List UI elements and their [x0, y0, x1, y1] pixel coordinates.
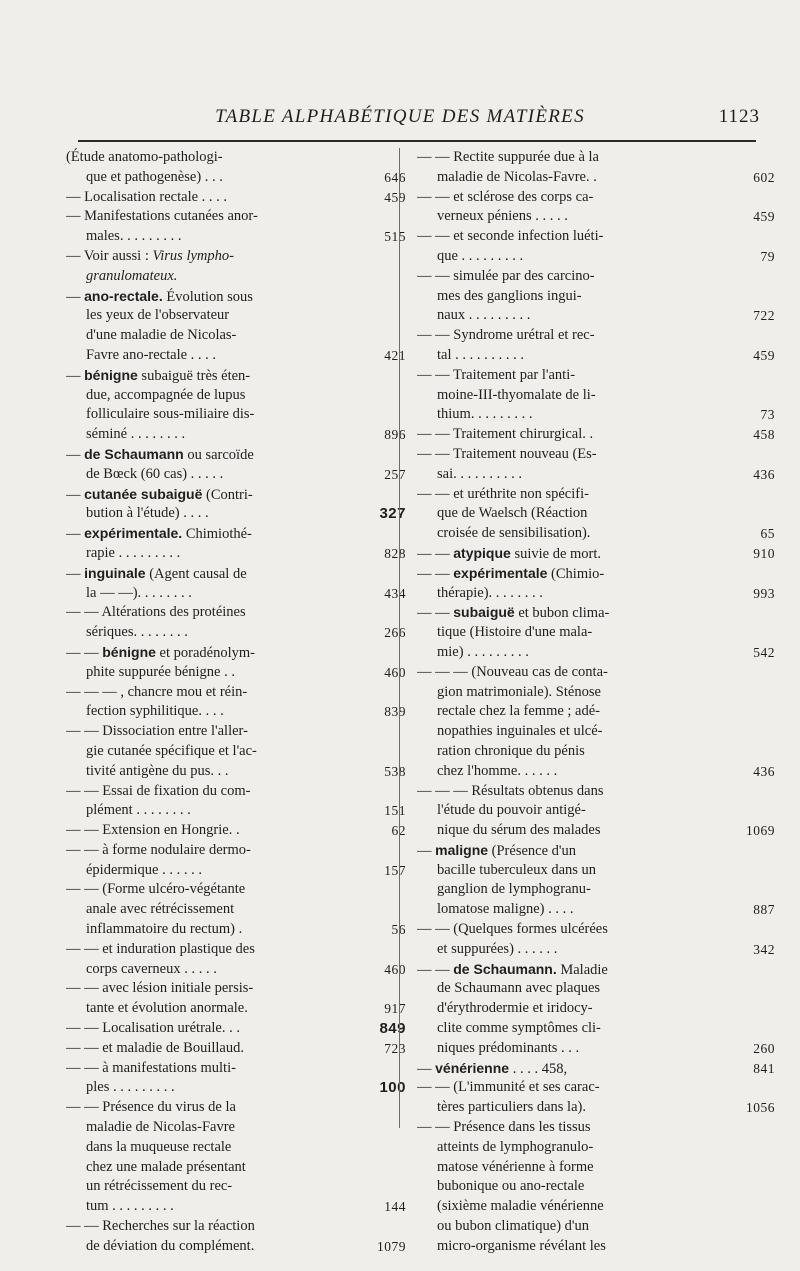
header-rule: [78, 140, 756, 142]
index-entry-line: chez une malade présentant: [86, 1158, 246, 1175]
page-reference: 100: [379, 1079, 406, 1097]
index-entry-line: de Bœck (60 cas) . . . . .: [86, 465, 224, 482]
index-entry: [66, 287, 406, 366]
index-entry-line: — cutanée subaiguë (Contri-: [66, 485, 253, 503]
page-reference: 1079: [377, 1238, 406, 1254]
index-entry-line: — — Présence du virus de la: [66, 1099, 236, 1116]
page-reference: 841: [753, 1060, 775, 1076]
index-entry: [66, 485, 406, 525]
index-entry-line: séminé . . . . . . . .: [86, 426, 186, 443]
index-entry: [417, 1078, 775, 1118]
index-entry-line: matose vénérienne à forme: [437, 1158, 594, 1175]
index-entry-line: phite suppurée bénigne . .: [86, 663, 235, 680]
index-entry-line: due, accompagnée de lupus: [86, 386, 246, 403]
index-entry-line: bution à l'étude) . . . .: [86, 505, 209, 522]
page-reference: 515: [384, 229, 406, 245]
index-entry: [417, 485, 775, 544]
index-entry-line: micro-organisme révélant les: [437, 1237, 606, 1254]
index-entry-line: rectale chez la femme ; adé-: [437, 703, 601, 720]
index-entry: [66, 782, 406, 822]
index-entry-line: la — —). . . . . . . .: [86, 584, 192, 601]
index-entry-line: — — et uréthrite non spécifi-: [417, 485, 589, 502]
index-entry-line: anale avec rétrécissement: [86, 901, 235, 918]
index-entry-line: (sixième maladie vénérienne: [437, 1198, 604, 1215]
index-entry-line: — — (Forme ulcéro-végétante: [66, 881, 246, 898]
index-entry: [417, 326, 775, 366]
page-reference: 327: [379, 505, 406, 523]
index-entry-line: gion matrimoniale). Sténose: [437, 683, 601, 700]
index-entry: [66, 821, 406, 841]
index-entry: [417, 188, 775, 228]
index-entry-line: Favre ano-rectale . . . .: [86, 346, 217, 363]
index-entry-line: — — — (Nouveau cas de conta-: [417, 663, 608, 680]
index-entry-line: — — atypique suivie de mort.: [417, 544, 602, 562]
index-entry: [417, 1059, 775, 1079]
index-entry-line: — — Altérations des protéines: [66, 604, 246, 621]
index-entry-line: — ano-rectale. Évolution sous: [66, 287, 253, 305]
index-entry-line: — — Essai de fixation du com-: [66, 782, 251, 799]
page-reference: 144: [384, 1199, 406, 1215]
index-entry-line: — — Localisation urétrale. . .: [66, 1020, 240, 1037]
page-reference: 896: [384, 427, 406, 443]
index-entry: [417, 603, 775, 662]
page-reference: 460: [384, 664, 406, 680]
index-entry-line: males. . . . . . . . .: [86, 228, 182, 245]
index-entry: [417, 841, 775, 920]
index-entry-line: tal . . . . . . . . . .: [437, 346, 524, 363]
index-entry: [66, 148, 406, 188]
index-entry-line: sériques. . . . . . . .: [86, 624, 188, 641]
page-reference: 436: [753, 466, 775, 482]
index-entry: [66, 1059, 406, 1099]
index-entry: [66, 603, 406, 643]
index-entry-line: — de Schaumann ou sarcoïde: [66, 445, 254, 463]
index-entry-line: de déviation du complément.: [86, 1237, 255, 1254]
index-entry-line: corps caverneux . . . . .: [86, 960, 217, 977]
index-entry-line: — — de Schaumann. Maladie: [417, 960, 608, 978]
page-reference: 839: [384, 704, 406, 720]
index-entry-line: les yeux de l'observateur: [86, 307, 230, 324]
index-entry: [417, 960, 775, 1059]
index-entry: [66, 207, 406, 247]
index-entry-line: — — Extension en Hongrie. .: [66, 822, 240, 839]
index-entry: [66, 1039, 406, 1059]
index-entry-line: — — Traitement chirurgical. .: [417, 426, 594, 443]
index-entry-line: — — bénigne et poradénolym-: [66, 643, 255, 661]
index-entry: [417, 920, 775, 960]
index-entry: [66, 880, 406, 939]
index-entry-line: — vénérienne . . . . 458,: [417, 1059, 568, 1077]
index-entry-line: ganglion de lymphogranu-: [437, 881, 591, 898]
page-reference: 79: [760, 248, 775, 264]
index-entry-line: que et pathogenèse) . . .: [86, 168, 223, 185]
index-entry-line: de Schaumann avec plaques: [437, 980, 601, 997]
index-entry-line: ples . . . . . . . . .: [86, 1079, 175, 1096]
index-entry-line: tères particuliers dans la).: [437, 1099, 586, 1116]
page-reference: 266: [384, 625, 406, 641]
index-entry: [417, 564, 775, 604]
page-reference: 56: [391, 922, 406, 938]
index-entry-line: lomatose maligne) . . . .: [437, 901, 574, 918]
index-entry-line: — expérimentale. Chimiothé-: [66, 525, 252, 543]
page-reference: 459: [753, 347, 775, 363]
page-reference: 887: [753, 902, 775, 918]
index-entry-line: thium. . . . . . . . .: [437, 406, 533, 423]
index-entry-line: — — — , chancre mou et réin-: [66, 683, 248, 700]
index-entry-line: verneux péniens . . . . .: [437, 208, 568, 225]
page-header: [0, 0, 800, 150]
page-title: TABLE ALPHABÉTIQUE DES MATIÈRES: [215, 106, 585, 127]
index-entry: [417, 445, 775, 485]
index-entry-line: mes des ganglions ingui-: [437, 287, 582, 304]
index-entry-line: maladie de Nicolas-Favre. .: [437, 168, 597, 185]
index-entry-line: — — à manifestations multi-: [66, 1059, 236, 1076]
index-entry-line: — — Traitement par l'anti-: [417, 366, 576, 383]
page-reference: 151: [384, 803, 406, 819]
index-entry-line: bubonique ou ano-rectale: [437, 1178, 585, 1195]
page-reference: 993: [753, 585, 775, 601]
page-number: 1123: [718, 106, 760, 127]
index-entry-line: — — — Résultats obtenus dans: [417, 782, 604, 799]
index-column-right: [417, 148, 775, 1257]
index-entry-line: (Étude anatomo-pathologi-: [66, 149, 223, 165]
index-entry: [417, 148, 775, 188]
index-entry-line: fection syphilitique. . . .: [86, 703, 224, 720]
page-reference: 723: [384, 1040, 406, 1056]
index-entry: [417, 267, 775, 326]
index-entry-line: — Voir aussi : Virus lympho-: [66, 247, 234, 264]
page-reference: 436: [753, 763, 775, 779]
page-reference: 917: [384, 1001, 406, 1017]
index-entry-line: ration chronique du pénis: [437, 742, 585, 759]
index-entry-line: inflammatoire du rectum) .: [86, 921, 243, 938]
index-entry-line: sai. . . . . . . . . .: [437, 465, 522, 482]
page-reference: 910: [753, 545, 775, 561]
index-entry-line: — — avec lésion initiale persis-: [66, 980, 254, 997]
page-reference: 421: [384, 347, 406, 363]
index-entry-line: — — Syndrome urétral et rec-: [417, 327, 595, 344]
index-entry-line: mie) . . . . . . . . .: [437, 643, 529, 660]
index-entry: [417, 1118, 757, 1257]
page-reference: 257: [384, 466, 406, 482]
index-entry-line: — — expérimentale (Chimio-: [417, 564, 605, 582]
index-entry-line: plément . . . . . . . .: [86, 802, 191, 819]
page-reference: 62: [391, 823, 406, 839]
index-entry-line: — — subaiguë et bubon clima-: [417, 604, 610, 622]
index-entry-line: et suppurées) . . . . . .: [437, 940, 558, 957]
index-entry-line: — — simulée par des carcino-: [417, 267, 595, 284]
index-entry: [66, 1217, 406, 1257]
index-entry-line: niques prédominants . . .: [437, 1039, 580, 1056]
page-reference: 1056: [746, 1100, 775, 1116]
index-entry-line: gie cutanée spécifique et l'ac-: [86, 742, 257, 759]
index-entry-line: naux . . . . . . . . .: [437, 307, 531, 324]
index-entry-line: tivité antigène du pus. . .: [86, 762, 229, 779]
index-entry-line: un rétrécissement du rec-: [86, 1178, 233, 1195]
index-entry-line: — — Dissociation entre l'aller-: [66, 723, 248, 740]
index-entry-line: tique (Histoire d'une mala-: [437, 624, 593, 641]
index-entry-line: — — Recherches sur la réaction: [66, 1218, 255, 1235]
index-entry-line: dans la muqueuse rectale: [86, 1138, 232, 1155]
index-entry-line: — maligne (Présence d'un: [417, 841, 577, 859]
page-reference: 828: [384, 545, 406, 561]
index-entry: [66, 841, 406, 881]
index-entry-line: maladie de Nicolas-Favre: [86, 1119, 235, 1136]
page-reference: 459: [753, 209, 775, 225]
index-entry-line: que de Waelsch (Réaction: [437, 505, 588, 522]
index-entry-line: tante et évolution anormale.: [86, 1000, 248, 1017]
index-entry-line: — — et maladie de Bouillaud.: [66, 1039, 244, 1056]
index-entry-line: moine-III-thyomalate de li-: [437, 386, 596, 403]
page-reference: 157: [384, 862, 406, 878]
index-entry: [66, 1098, 406, 1217]
index-entry: [66, 445, 406, 485]
index-entry: [417, 227, 775, 267]
page-reference: 538: [384, 763, 406, 779]
index-entry: [66, 722, 406, 781]
index-entry: [417, 663, 775, 782]
index-entry-line: — — et induration plastique des: [66, 940, 255, 957]
index-entry-line: nopathies inguinales et ulcé-: [437, 723, 603, 740]
page-reference: 646: [384, 169, 406, 185]
index-entry-line: rapie . . . . . . . . .: [86, 544, 181, 561]
index-entry: [417, 782, 775, 841]
index-entry: [417, 544, 775, 564]
index-column-left: [66, 148, 406, 1257]
index-entry-line: — Localisation rectale . . . .: [66, 188, 228, 205]
index-entry: [66, 1019, 406, 1039]
index-entry-line: nique du sérum des malades: [437, 822, 601, 839]
index-entry-line: l'étude du pouvoir antigé-: [437, 802, 586, 819]
index-entry: [66, 683, 406, 723]
index-entry-line: — Manifestations cutanées anor-: [66, 208, 258, 225]
page-reference: 260: [753, 1040, 775, 1056]
index-entry: [66, 564, 406, 604]
index-entry-line: — — Rectite suppurée due à la: [417, 149, 599, 165]
page-reference: 1069: [746, 823, 775, 839]
index-entry-line: clite comme symptômes cli-: [437, 1020, 601, 1037]
column-divider: [399, 148, 400, 1128]
page-reference: 542: [753, 644, 775, 660]
index-entry: [66, 188, 406, 208]
index-entry-line: — — et sclérose des corps ca-: [417, 188, 594, 205]
index-entry-line: — — et seconde infection luéti-: [417, 228, 604, 245]
index-entry-line: thérapie). . . . . . . .: [437, 584, 543, 601]
page-reference: 460: [384, 961, 406, 977]
page-reference: 459: [384, 189, 406, 205]
index-entry-line: granulomateux.: [86, 267, 178, 284]
index-entry-line: — — à forme nodulaire dermo-: [66, 841, 251, 858]
page-reference: 65: [760, 526, 775, 542]
index-entry-line: d'érythrodermie et iridocy-: [437, 1000, 593, 1017]
page-reference: 434: [384, 585, 406, 601]
page-reference: 849: [379, 1020, 406, 1038]
index-entry-line: — inguinale (Agent causal de: [66, 564, 247, 582]
index-entry: [66, 247, 406, 287]
index-entry: [66, 524, 406, 564]
index-entry-line: — — Traitement nouveau (Es-: [417, 445, 597, 462]
index-entry-line: d'une maladie de Nicolas-: [86, 327, 237, 344]
page-reference: 73: [760, 407, 775, 423]
index-entry-line: — — Présence dans les tissus: [417, 1119, 591, 1136]
index-entry: [66, 366, 406, 445]
index-entry-line: que . . . . . . . . .: [437, 247, 524, 264]
index-entry-line: épidermique . . . . . .: [86, 861, 202, 878]
page-reference: 342: [753, 941, 775, 957]
index-entry: [66, 940, 406, 980]
index-entry-line: — bénigne subaiguë très éten-: [66, 366, 251, 384]
index-entry: [417, 425, 775, 445]
index-entry: [66, 979, 406, 1019]
index-entry-line: tum . . . . . . . . .: [86, 1198, 174, 1215]
page-reference: 602: [753, 169, 775, 185]
index-entry-line: folliculaire sous-miliaire dis-: [86, 406, 255, 423]
index-entry-line: chez l'homme. . . . . .: [437, 762, 558, 779]
index-entry: [66, 643, 406, 683]
index-entry-line: ou bubon climatique) d'un: [437, 1218, 590, 1235]
index-entry: [417, 366, 775, 425]
page-reference: 458: [753, 427, 775, 443]
index-entry-line: croisée de sensibilisation).: [437, 525, 591, 542]
index-entry-line: — — (L'immunité et ses carac-: [417, 1079, 600, 1096]
page-reference: 722: [753, 308, 775, 324]
index-entry-line: — — (Quelques formes ulcérées: [417, 921, 608, 938]
index-entry-line: bacille tuberculeux dans un: [437, 861, 597, 878]
index-entry-line: atteints de lymphogranulo-: [437, 1138, 594, 1155]
